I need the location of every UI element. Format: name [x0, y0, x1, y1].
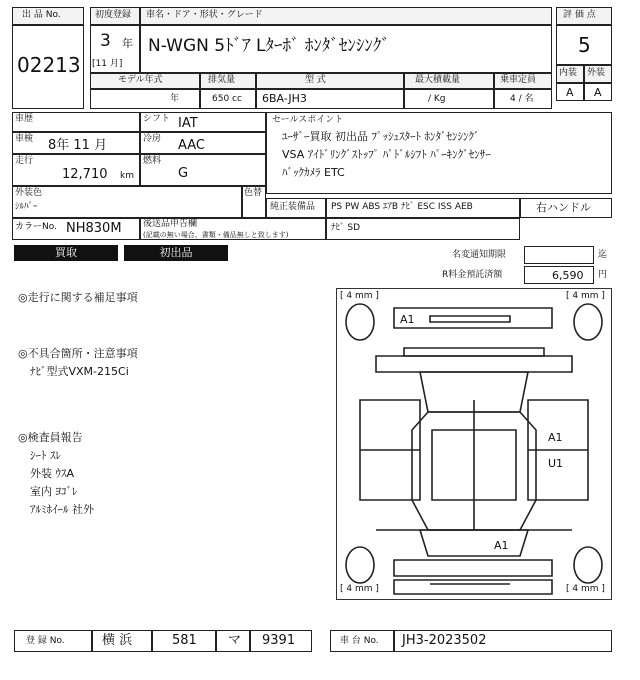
ac-value: AAC — [178, 138, 205, 153]
capacity-label: 乗車定員 — [500, 75, 537, 85]
color-no-value: NH830M — [66, 221, 122, 236]
reg-number: 9391 — [262, 633, 296, 648]
equipment-label: 純正装備品 — [270, 202, 316, 212]
first-reg-year-unit: 年 — [122, 37, 133, 50]
tag-first-listing: 初出品 — [124, 245, 228, 261]
damage-mark: A1 — [548, 431, 563, 444]
recycle-value: 6,590 — [552, 269, 584, 282]
mileage-value: 12,710 — [62, 167, 108, 182]
first-reg-month: [11 月] — [92, 59, 123, 69]
load-value: / Kg — [428, 94, 446, 104]
sales-point-line: VSA ｱｲﾄﾞﾘﾝｸﾞｽﾄｯﾌﾟ ﾊﾟﾄﾞﾙｼﾌﾄ ﾊﾟｰｷﾝｸﾞｾﾝｻｰ — [282, 148, 491, 161]
inspection-value: 8年 11 月 — [48, 138, 108, 153]
first-reg-year: 3 — [100, 31, 111, 51]
type-label: 型 式 — [305, 75, 326, 85]
score-value: 5 — [578, 33, 591, 57]
type-value: 6BA-JH3 — [262, 92, 307, 105]
notice-unit: 迄 — [598, 250, 608, 260]
model-year-unit: 年 — [170, 94, 180, 104]
reg-kana: マ — [228, 633, 242, 648]
history-label: 車歴 — [15, 114, 34, 124]
recycle-label: R料金預託済額 — [442, 270, 503, 280]
supplement-label: ◎走行に関する補足事項 — [18, 291, 138, 304]
inspector-report: 室内 ﾖｺﾞﾚ — [30, 485, 78, 498]
fuel-value: G — [178, 166, 189, 181]
score-label: 評 価 点 — [563, 10, 596, 20]
inspector-report: 外装 ｳｽA — [30, 467, 75, 480]
lot-number: 02213 — [17, 53, 81, 77]
reg-no-label: 登 録 No. — [26, 636, 65, 646]
ac-label: 冷房 — [143, 134, 162, 144]
equipment-items: PS PW ABS ｴｱB ﾅﾋﾞ ESC ISS AEB — [331, 202, 473, 212]
mileage-unit: km — [120, 171, 134, 181]
inspector-report: ｱﾙﾐﾎｲｰﾙ 社外 — [30, 503, 94, 516]
tire-label-fr: [ 4 mm ] — [566, 291, 605, 301]
sales-point-line: ﾊﾞｯｸｶﾒﾗ ETC — [282, 166, 345, 179]
shift-value: IAT — [178, 116, 198, 131]
damage-mark: A1 — [494, 539, 509, 552]
tire-label-fl: [ 4 mm ] — [340, 291, 379, 301]
inspector-label: ◎検査員報告 — [18, 431, 83, 444]
shift-label: シフト — [143, 114, 171, 124]
defect-label: ◎不具合箇所・注意事項 — [18, 347, 138, 360]
interior-score: A — [566, 86, 574, 99]
color-no-label: カラーNo. — [15, 222, 57, 232]
reg-class: 581 — [172, 633, 197, 648]
aftermarket-label: 後送品申告欄 — [143, 219, 198, 229]
steering-value: 右ハンドル — [536, 201, 591, 214]
aftermarket-note: (記載の無い場合、書類・備品無しと致します) — [143, 231, 289, 239]
name-label: 車名・ドア・形状・グレード — [146, 10, 263, 20]
lot-label: 出 品 No. — [22, 10, 61, 20]
sales-points-label: セールスポイント — [272, 115, 344, 125]
reg-label: 初度登録 — [95, 10, 132, 20]
tire-label-rr: [ 4 mm ] — [566, 584, 605, 594]
exterior-score: A — [594, 86, 602, 99]
capacity-value: 4 / 名 — [510, 94, 534, 104]
recycle-unit: 円 — [598, 270, 608, 280]
tire-label-rl: [ 4 mm ] — [340, 584, 379, 594]
car-name: N-WGN 5ﾄﾞｱ Lﾀｰﾎﾞ ﾎﾝﾀﾞｾﾝｼﾝｸﾞ — [148, 36, 390, 56]
reg-region: 横 浜 — [102, 633, 133, 648]
displacement-label: 排気量 — [208, 75, 236, 85]
color-value: ｼﾙﾊﾞｰ — [15, 202, 38, 212]
damage-mark: A1 — [400, 313, 415, 326]
exterior-label: 外装 — [587, 68, 606, 78]
chassis-label: 車 台 No. — [340, 636, 379, 646]
model-year-label: モデル年式 — [118, 75, 163, 85]
color-label: 外装色 — [15, 188, 43, 198]
mileage-label: 走行 — [15, 156, 34, 166]
displacement-value: 650 cc — [212, 94, 242, 104]
damage-mark: U1 — [548, 457, 564, 470]
interior-label: 内装 — [559, 68, 578, 78]
inspection-label: 車検 — [15, 134, 34, 144]
defect-value: ﾅﾋﾞ型式VXM-215Ci — [30, 365, 129, 378]
color-mark-label: 色替 — [244, 188, 263, 198]
chassis-number: JH3-2023502 — [402, 633, 487, 648]
inspector-report: ｼｰﾄ ｽﾚ — [30, 449, 61, 462]
sales-point-line: ﾕｰｻﾞｰ買取 初出品 ﾌﾟｯｼｭｽﾀｰﾄ ﾎﾝﾀﾞｾﾝｼﾝｸﾞ — [282, 130, 480, 143]
tag-buyback: 買取 — [14, 245, 118, 261]
load-label: 最大積載量 — [415, 75, 461, 85]
fuel-label: 燃料 — [143, 156, 162, 166]
after-items: ﾅﾋﾞ SD — [331, 223, 361, 233]
notice-label: 名変通知期限 — [452, 250, 507, 260]
